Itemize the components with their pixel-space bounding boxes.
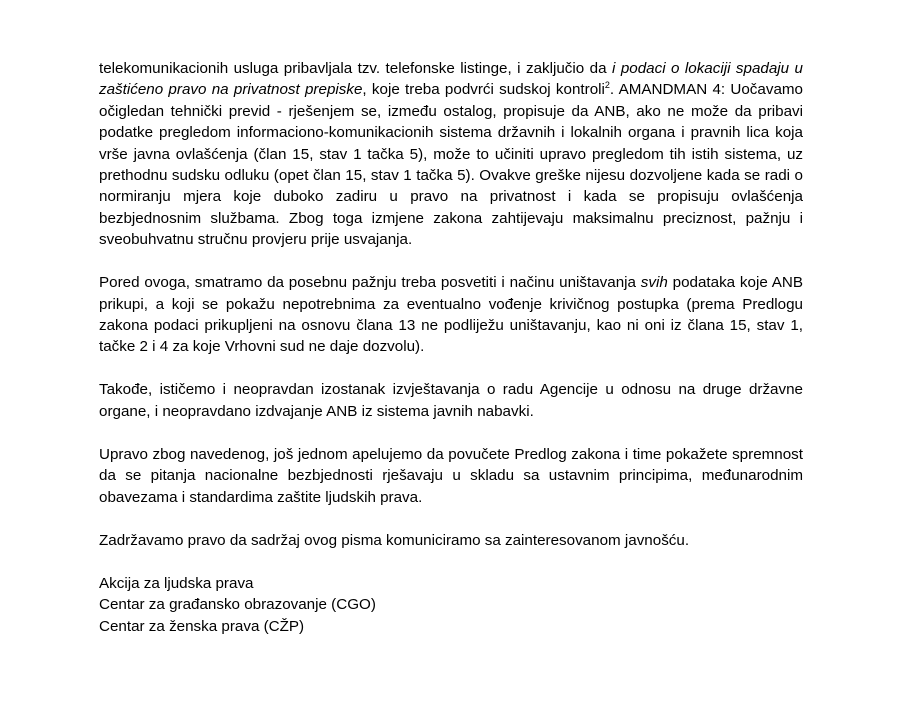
paragraph-reporting: Takođe, ističemo i neopravdan izostanak izvještavanja o radu Agencije u odnosu na druge državne organe, i neopravdano izdvajanje ANB iz sistema javnih nabavki. — [99, 381, 803, 420]
signatory: Centar za ženska prava (CŽP) — [99, 617, 305, 635]
paragraph-italic-text: i podaci o lokaciji spadaju u zaštićeno pravo na privatnost prepiske — [99, 60, 803, 99]
footnote-reference[interactable]: 2 — [604, 80, 610, 91]
paragraph-text: . — [609, 81, 615, 99]
letter-body — [99, 58, 803, 637]
paragraph-public-communication: Zadržavamo pravo da sadržaj ovog pisma komuniciramo sa zainteresovanom javnošću. — [99, 531, 690, 549]
paragraph-continuation — [99, 58, 803, 251]
paragraph-text: telekomunikacionih usluga pribavljala tzv. telefonske listinge, i zaključio da — [99, 60, 612, 77]
paragraph-italic-text: svih — [640, 274, 668, 292]
signatories-block — [99, 573, 803, 637]
paragraph-text: , koje treba podvrći sudskoj kontroli — [362, 81, 605, 99]
paragraph-data-destruction — [99, 272, 803, 358]
signatory: Akcija za ljudska prava — [99, 574, 254, 592]
paragraph-appeal: Upravo zbog navedenog, još jednom apelujemo da povučete Predlog zakona i time pokažete spremnost da se pitanja nacionalne bezbjednosti rješavaju u skladu sa ustavnim principima, međunarodnim obavezama i standardima zaštite ljudskih prava. — [99, 445, 803, 506]
signatory: Centar za građansko obrazovanje (CGO) — [99, 596, 376, 614]
paragraph-text: Pored ovoga, smatramo da posebnu pažnju treba posvetiti i načinu uništavanja — [99, 274, 641, 292]
amendment-text: AMANDMAN 4: Uočavamo očigledan tehnički previd - rješenjem se, između ostalog, propisuje da ANB, ako ne može da pribavi podatke pregledom informaciono-komunikacionih sistema državnih i lokalnih organa i pravnih lica koja vrše javna ovlašćenja (član 15, stav 1 tačka 5), može to učiniti upravo pregledom tih istih sistema, uz prethodnu sudsku odluku (opet član 15, stav 1 tačka 5). Ovakve greške nijesu dozvoljene kada se radi o normiranju mjera koje duboko zadiru u pravo na privatnost i kada se propisuju ovlašćenja bezbjednosnim službama. Zbog toga izmjene zakona zahtijevaju maksimalnu preciznost, pažnju i sveobuhvatnu stručnu provjeru prije usvajanja. — [99, 81, 803, 249]
paragraph-text: podataka koje ANB prikupi, a koji se pokažu nepotrebnima za eventualno vođenje krivičnog postupka (prema Predlogu zakona podaci prikupljeni na osnovu člana 13 ne podliježu uništavanju, kao ni oni iz člana 15, stav 1, tačke 2 i 4 za koje Vrhovni sud ne daje dozvolu). — [99, 274, 803, 356]
